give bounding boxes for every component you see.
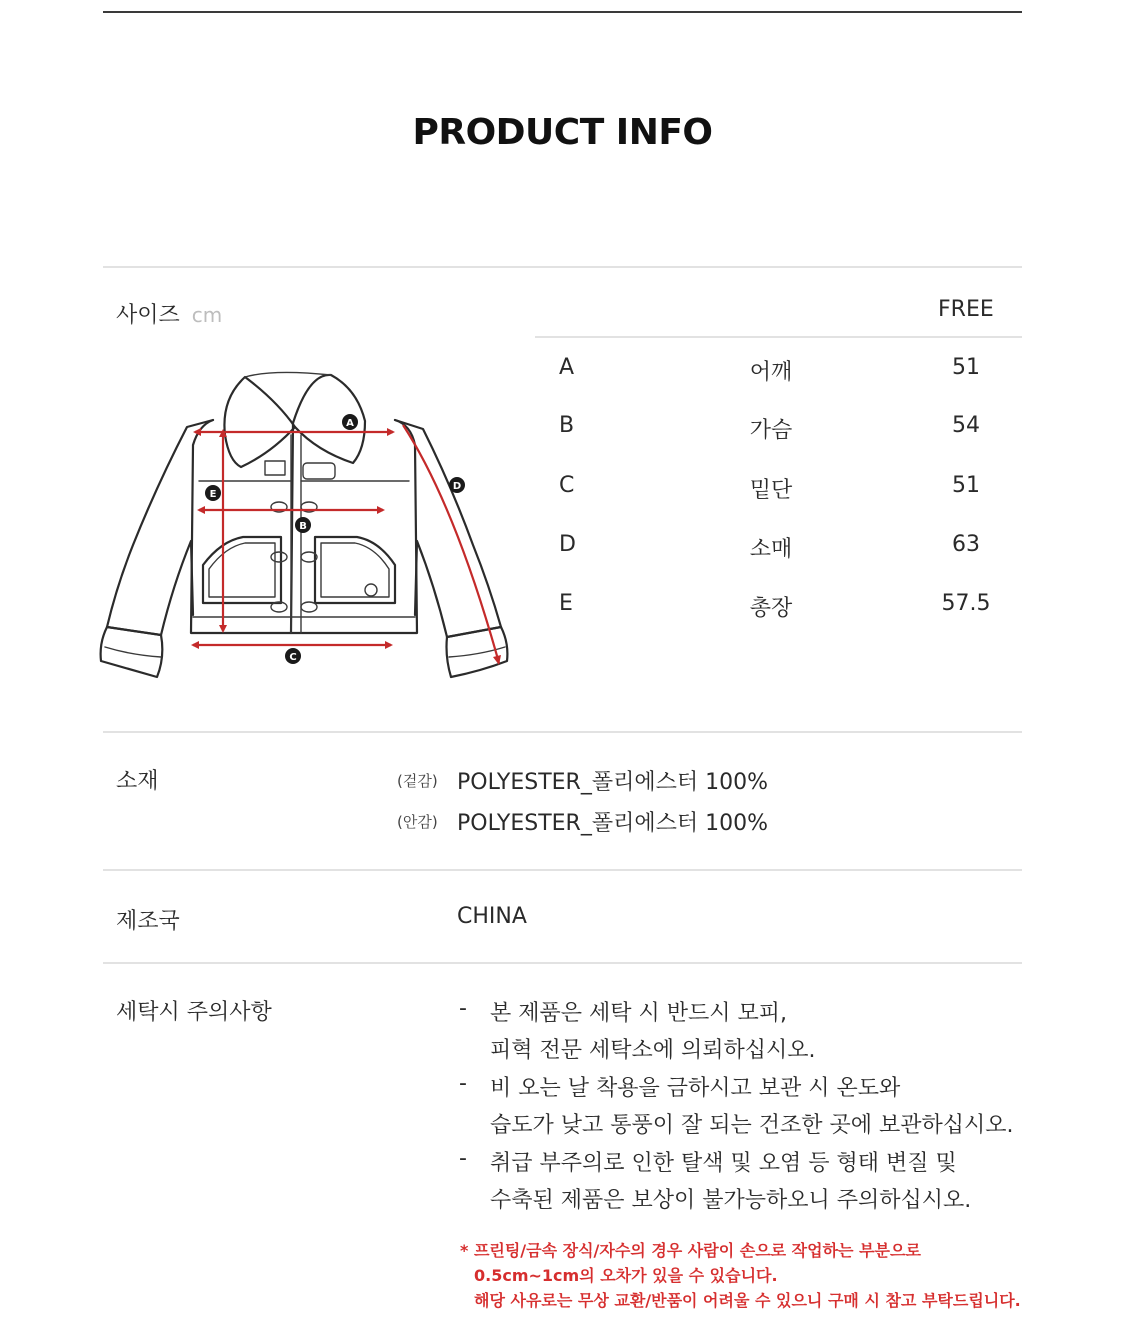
origin-label: 제조국: [116, 909, 180, 934]
size-row: [535, 591, 1022, 631]
size-code: C: [559, 473, 575, 498]
collar-buckle: [265, 461, 285, 475]
arrow-head: [385, 641, 393, 649]
collar-strap: [303, 463, 335, 479]
arrow-head: [219, 625, 227, 633]
collar-inner: [245, 372, 331, 377]
size-part: 밑단: [749, 478, 793, 503]
care-text: 피혁 전문 세탁소에 의뢰하십시오.: [490, 1038, 816, 1063]
left-sleeve-outline: [107, 420, 213, 635]
section-divider: [103, 266, 1022, 268]
arrow-head: [377, 506, 385, 514]
right-pocket: [315, 537, 395, 603]
material-lining-tag: (안감): [397, 813, 438, 831]
size-value: 54: [952, 413, 980, 438]
size-value: 63: [952, 532, 980, 557]
jacket-size-diagram: [95, 365, 515, 685]
size-code: B: [559, 413, 575, 438]
size-part: 가슴: [749, 418, 793, 443]
care-note: 0.5cm~1cm의 오차가 있을 수 있습니다.: [474, 1266, 778, 1285]
size-row: [535, 355, 1022, 395]
size-unit: cm: [191, 303, 223, 327]
section-divider: [103, 869, 1022, 871]
size-part: 어깨: [749, 360, 793, 385]
care-bullet: -: [459, 996, 467, 1021]
section-divider: [103, 731, 1022, 733]
marker-label-c: C: [289, 652, 297, 663]
marker-label-d: D: [452, 481, 462, 492]
size-label: 사이즈: [116, 303, 180, 328]
care-text: 본 제품은 세탁 시 반드시 모피,: [490, 1001, 787, 1026]
care-text: 수축된 제품은 보상이 불가능하오니 주의하십시오.: [490, 1188, 972, 1213]
care-note: * 프린팅/금속 장식/자수의 경우 사람이 손으로 작업하는 부분으로: [460, 1241, 921, 1260]
collar-left: [224, 377, 295, 467]
toggle-button: [271, 552, 287, 562]
material-outer-value: POLYESTER_폴리에스터 100%: [457, 770, 768, 795]
material-lining-value: POLYESTER_폴리에스터 100%: [457, 811, 768, 836]
left-cuff-fold: [105, 647, 161, 657]
page-title: PRODUCT INFO: [412, 112, 713, 153]
size-row: [535, 413, 1022, 453]
care-text: 취급 부주의로 인한 탈색 및 오염 등 형태 변질 및: [490, 1151, 957, 1176]
material-label: 소재: [116, 769, 159, 794]
left-pocket-inner: [209, 543, 275, 597]
top-divider: [103, 11, 1022, 13]
material-outer-tag: (겉감): [397, 772, 438, 790]
care-bullet: -: [459, 1146, 467, 1171]
right-pocket-inner: [321, 543, 389, 597]
size-row: [535, 532, 1022, 572]
size-part: 총장: [749, 596, 793, 621]
size-code: E: [559, 591, 573, 616]
size-value: 51: [952, 473, 980, 498]
size-heading: [116, 298, 222, 329]
right-cuff: [447, 627, 508, 677]
marker-label-a: A: [346, 418, 354, 429]
size-part: 소매: [749, 537, 793, 562]
right-sleeve-outline: [395, 420, 501, 637]
size-table-divider: [535, 336, 1022, 338]
size-free-label: FREE: [938, 297, 994, 322]
size-value: 57.5: [941, 591, 991, 616]
jacket-body-outline: [191, 420, 293, 633]
arrow-head: [191, 641, 199, 649]
marker-label-e: E: [209, 489, 217, 500]
origin-value: CHINA: [457, 904, 527, 929]
arrow-head: [387, 428, 395, 436]
care-text: 습도가 낮고 통풍이 잘 되는 건조한 곳에 보관하십시오.: [490, 1113, 1014, 1138]
marker-label-b: B: [299, 521, 307, 532]
size-code: D: [559, 532, 576, 557]
logo-patch: [365, 584, 377, 596]
section-divider: [103, 962, 1022, 964]
left-cuff: [101, 627, 163, 677]
care-label: 세탁시 주의사항: [116, 1000, 272, 1025]
size-value: 51: [952, 355, 980, 380]
care-bullet: -: [459, 1071, 467, 1096]
care-text: 비 오는 날 착용을 금하시고 보관 시 온도와: [490, 1076, 901, 1101]
size-code: A: [559, 355, 575, 380]
left-pocket: [203, 537, 281, 603]
arrow-head: [197, 506, 205, 514]
care-note: 해당 사유로는 무상 교환/반품이 어려울 수 있으니 구매 시 참고 부탁드립니다.: [474, 1291, 1021, 1310]
size-row: [535, 473, 1022, 513]
toggle-button: [301, 602, 317, 612]
